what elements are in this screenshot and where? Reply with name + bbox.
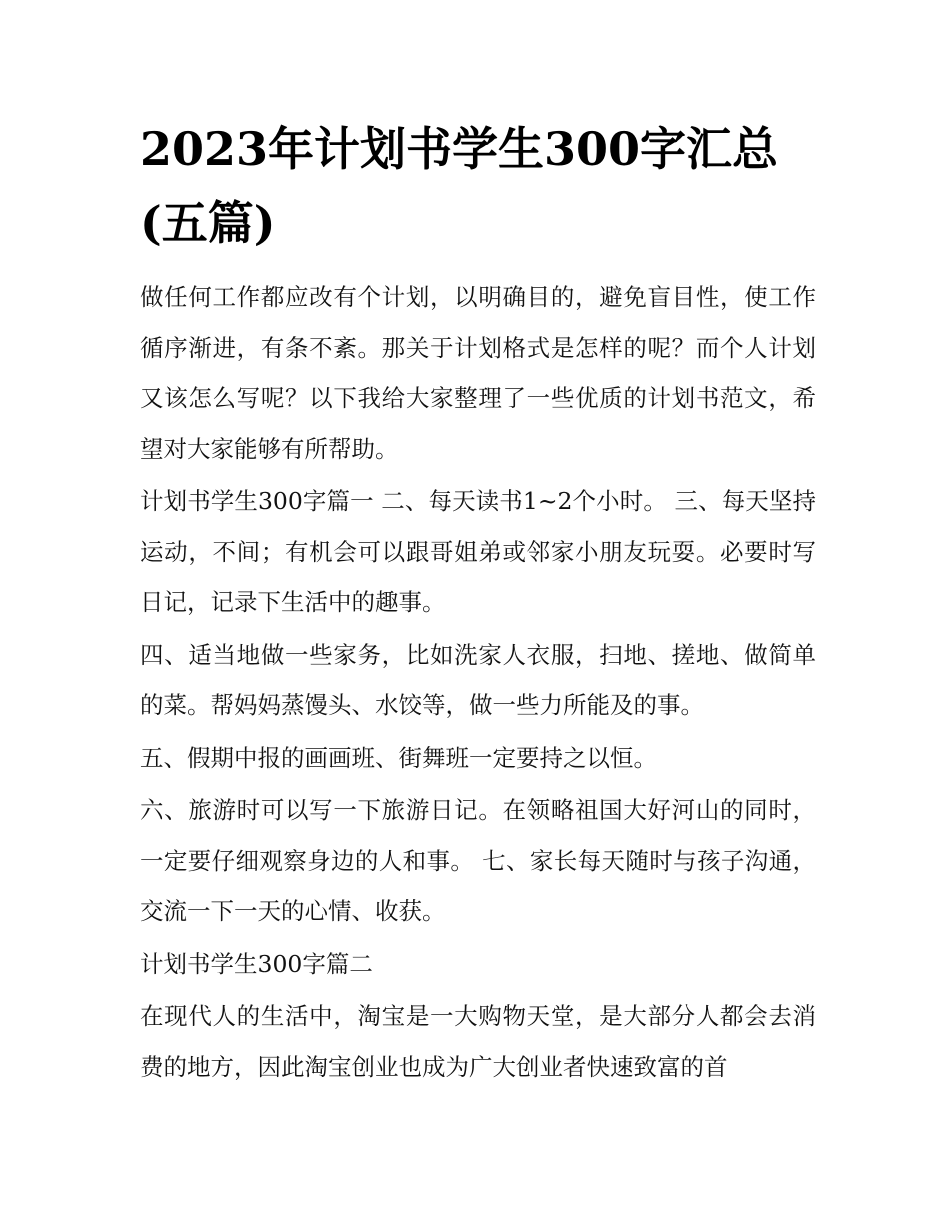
paragraph-taobao: 在现代人的生活中，淘宝是一大购物天堂，是大部分人都会去消费的地方，因此淘宝创业也成为广大创业者快速致富的首 xyxy=(140,1002,816,1081)
paragraph-housework: 四、适当地做一些家务，比如洗家人衣服，扫地、搓地、做简单的菜。帮妈妈蒸馒头、水饺等，做一些力所能及的事。 xyxy=(140,640,816,719)
paragraph-classes: 五、假期中报的画画班、街舞班一定要持之以恒。 xyxy=(140,743,657,772)
paragraph-travel: 六、旅游时可以写一下旅游日记。在领略祖国大好河山的同时，一定要仔细观察身边的人和事。 七、家长每天随时与孩子沟通，交流一下一天的心情、收获。 xyxy=(140,796,816,925)
section-heading-plan-two: 计划书学生300字篇二 xyxy=(140,949,373,978)
paragraph-plan-one: 计划书学生300字篇一 二、每天读书1~2个小时。 三、每天坚持运动，不间；有机会可以跟哥姐弟或邻家小朋友玩耍。必要时写日记，记录下生活中的趣事。 xyxy=(140,487,816,616)
document-body xyxy=(140,112,816,1094)
paragraph-intro: 做任何工作都应改有个计划，以明确目的，避免盲目性，使工作循序渐进，有条不紊。那关于计划格式是怎样的呢？而个人计划又该怎么写呢？以下我给大家整理了一些优质的计划书范文，希望对大家能够有所帮助。 xyxy=(140,283,816,463)
document-title: 2023年计划书学生300字汇总(五篇) xyxy=(140,122,779,250)
